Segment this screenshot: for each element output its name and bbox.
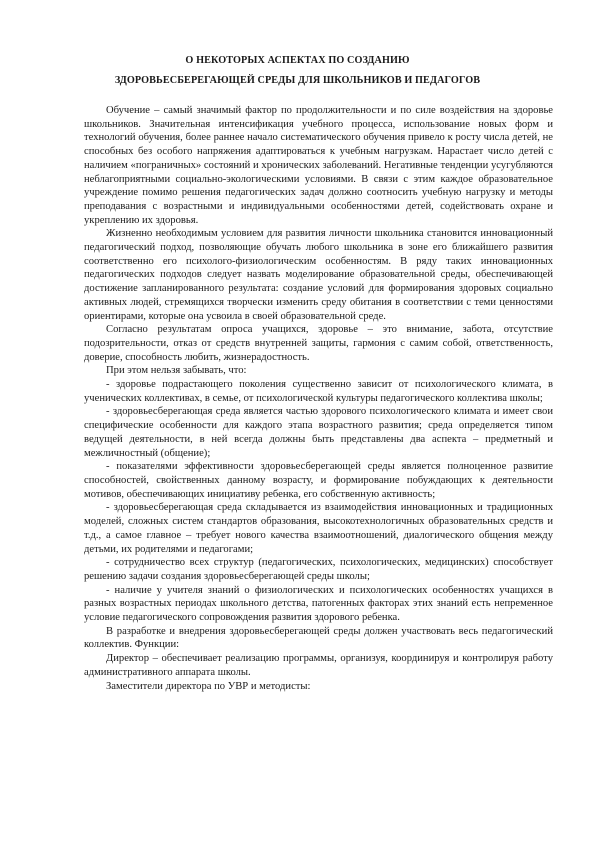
- list-item: - показателями эффективности здоровьесберегающей среды является полноценное развитие способностей, свойственных данному возрасту, и формирование побуждающих к деятельности мотивов, обеспечивающих инициативу ребенка, его собственную активность;: [84, 461, 553, 500]
- body-paragraph: Директор – обеспечивает реализацию программы, организуя, координируя и контролируя работу административного аппарата школы.: [84, 653, 553, 678]
- list-item: - сотрудничество всех структур (педагогических, психологических, медицинских) способствует решению задачи создания здоровьесберегающей среды школы;: [84, 557, 553, 582]
- title-line-1: О НЕКОТОРЫХ АСПЕКТАХ ПО СОЗДАНИЮ: [185, 55, 410, 66]
- list-item: - наличие у учителя знаний о физиологических и психологических особенностях учащихся в разных возрастных периодах школьного детства, патогенных факторах этих знаний есть непременное условие педагогического сопровождения развития здорового ребенка.: [84, 584, 553, 624]
- list-item: - здоровьесберегающая среда является частью здорового психологического климата и имеет свои специфические особенности для каждого этапа возрастного развития; среда определяется типом ведущей деятельности, в ней всегда должны быть представлены два аспекта – предметный и межличностный (общение);: [84, 406, 553, 459]
- body-paragraph: Обучение – самый значимый фактор по продолжительности и по силе воздействия на здоровье школьников. Значительная интенсификация учебного процесса, использование новых форм и технологий обучения, более раннее начало систематического обучения привело к росту числа детей, не способных без особого напряжения адаптироваться к учебным нагрузкам. Нарастает число детей с наличием «пограничных» состояний и хронических заболеваний. Негативные тенденции усугубляются неблагоприятными социально-экологическими условиями. В связи с этим каждое образовательное учреждение помимо решения педагогических задач должно соотносить учебную нагрузку и методы преподавания с возрастными и индивидуальными особенностями детей, содействовать охране и укреплению их здоровья.: [84, 105, 553, 226]
- list-item: - здоровьесберегающая среда складывается из взаимодействия инновационных и традиционных моделей, сложных систем стандартов образования, высокотехнологичных образовательных средств и т.д., а самое главное – требует нового качества взаимоотношений, диалогического общения между детьми, их родителями и педагогами;: [84, 502, 553, 555]
- body-paragraph: Согласно результатам опроса учащихся, здоровье – это внимание, забота, отсутствие подозрительности, отказ от средств внутренней защиты, гармония с самим собой, ответственность, доверие, способность любить, жизнерадостность.: [84, 324, 553, 363]
- list-item: - здоровье подрастающего поколения существенно зависит от психологического климата, в ученических коллективах, в семье, от психологической культуры педагогического коллектива школы;: [84, 379, 553, 404]
- document-body: [84, 104, 553, 693]
- body-paragraph: При этом нельзя забывать, что:: [106, 365, 247, 377]
- body-paragraph: Жизненно необходимым условием для развития личности школьника становится инновационный педагогический подход, позволяющие обучать любого школьника в зоне его ближайшего развития соответственно его психолого-физиологическим особенностям. В ряду таких инновационных педагогических подходов следует назвать моделирование образовательной среды, обеспечивающей достижение запланированного результата: создание условий для формирования здоровых социально активных людей, стремящихся творчески изменить среду обитания в соответствии с теми ценностями ориентирами, которые она усвоила в своей образовательной среде.: [84, 228, 553, 322]
- document-title: [60, 51, 535, 91]
- body-paragraph: В разработке и внедрения здоровьесберегающей среды должен участвовать весь педагогический коллектив. Функции:: [84, 625, 553, 651]
- title-line-2: ЗДОРОВЬЕСБЕРЕГАЮЩЕЙ СРЕДЫ ДЛЯ ШКОЛЬНИКОВ И ПЕДАГОГОВ: [114, 75, 481, 86]
- body-paragraph: Заместители директора по УВР и методисты:: [106, 680, 311, 692]
